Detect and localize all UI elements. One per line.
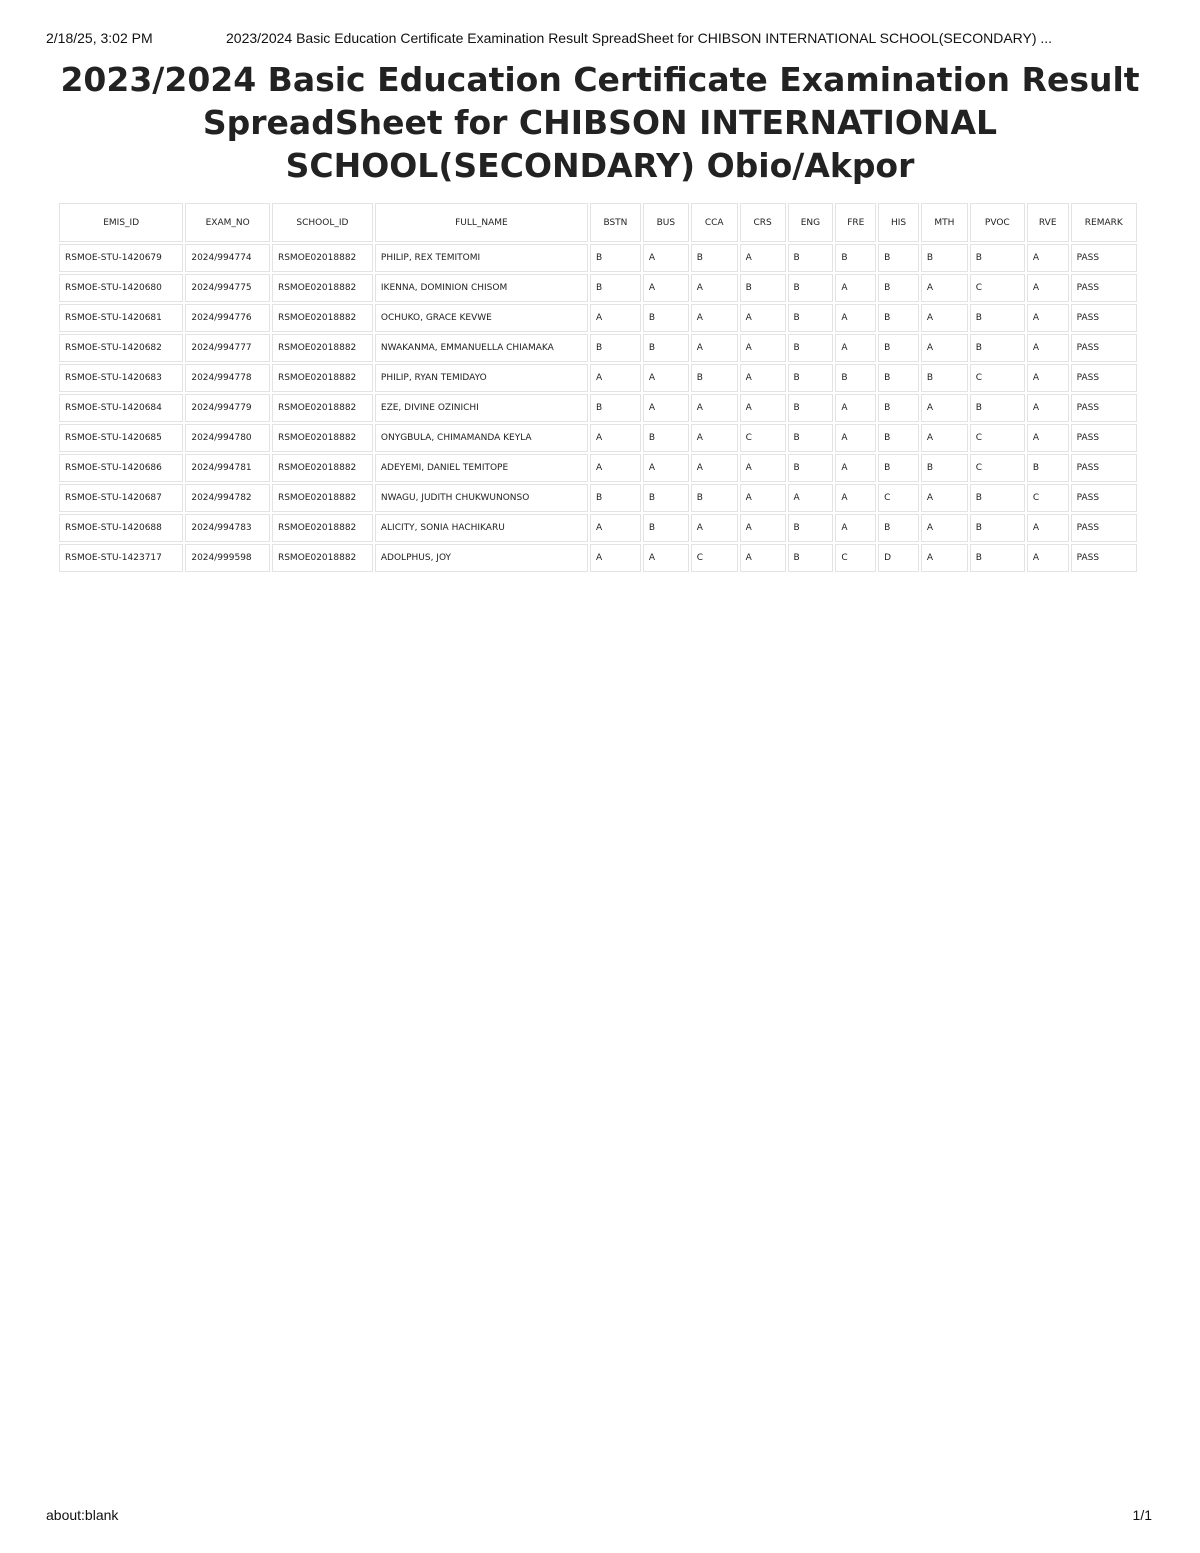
cell-bus: B	[643, 424, 689, 452]
cell-crs: A	[740, 304, 786, 332]
table-row	[59, 454, 1137, 482]
cell-his: B	[878, 274, 919, 302]
cell-remark: PASS	[1071, 544, 1137, 572]
cell-cca: A	[691, 304, 738, 332]
cell-his: B	[878, 424, 919, 452]
column-header-full-name: FULL_NAME	[375, 203, 588, 242]
cell-full-name: IKENNA, DOMINION CHISOM	[375, 274, 588, 302]
cell-exam-no: 2024/994779	[185, 394, 270, 422]
cell-fre: A	[835, 274, 876, 302]
cell-rve: A	[1027, 334, 1069, 362]
cell-exam-no: 2024/994780	[185, 424, 270, 452]
cell-eng: B	[788, 454, 834, 482]
cell-rve: A	[1027, 304, 1069, 332]
table-row	[59, 364, 1137, 392]
cell-exam-no: 2024/994782	[185, 484, 270, 512]
cell-emis-id: RSMOE-STU-1420685	[59, 424, 183, 452]
cell-pvoc: B	[970, 394, 1025, 422]
cell-crs: B	[740, 274, 786, 302]
cell-exam-no: 2024/994781	[185, 454, 270, 482]
cell-emis-id: RSMOE-STU-1420679	[59, 244, 183, 272]
cell-eng: B	[788, 394, 834, 422]
cell-cca: A	[691, 274, 738, 302]
cell-crs: C	[740, 424, 786, 452]
cell-bstn: B	[590, 274, 641, 302]
cell-fre: A	[835, 334, 876, 362]
cell-his: B	[878, 364, 919, 392]
column-header-school-id: SCHOOL_ID	[272, 203, 373, 242]
cell-fre: A	[835, 514, 876, 542]
cell-pvoc: B	[970, 484, 1025, 512]
table-row	[59, 244, 1137, 272]
cell-remark: PASS	[1071, 364, 1137, 392]
cell-bus: B	[643, 514, 689, 542]
column-header-exam-no: EXAM_NO	[185, 203, 270, 242]
cell-rve: A	[1027, 424, 1069, 452]
table-body	[59, 244, 1137, 572]
cell-bus: A	[643, 454, 689, 482]
cell-remark: PASS	[1071, 394, 1137, 422]
page-number: 1/1	[1132, 1507, 1152, 1523]
cell-fre: A	[835, 394, 876, 422]
column-header-cca: CCA	[691, 203, 738, 242]
cell-pvoc: C	[970, 454, 1025, 482]
table-header-row	[59, 203, 1137, 242]
cell-rve: A	[1027, 544, 1069, 572]
page-title-line-3: SCHOOL(SECONDARY) Obio/Akpor	[285, 146, 915, 185]
table-row	[59, 484, 1137, 512]
cell-bstn: B	[590, 484, 641, 512]
cell-emis-id: RSMOE-STU-1420688	[59, 514, 183, 542]
result-table	[57, 201, 1139, 574]
column-header-fre: FRE	[835, 203, 876, 242]
cell-eng: B	[788, 304, 834, 332]
cell-fre: B	[835, 244, 876, 272]
cell-mth: A	[921, 394, 968, 422]
cell-school-id: RSMOE02018882	[272, 484, 373, 512]
cell-cca: A	[691, 334, 738, 362]
table-row	[59, 394, 1137, 422]
cell-emis-id: RSMOE-STU-1420686	[59, 454, 183, 482]
cell-mth: A	[921, 514, 968, 542]
cell-cca: B	[691, 484, 738, 512]
print-datetime: 2/18/25, 3:02 PM	[46, 30, 153, 46]
cell-mth: A	[921, 484, 968, 512]
cell-cca: A	[691, 454, 738, 482]
cell-fre: C	[835, 544, 876, 572]
cell-rve: A	[1027, 394, 1069, 422]
cell-cca: A	[691, 394, 738, 422]
table-row	[59, 304, 1137, 332]
cell-pvoc: B	[970, 514, 1025, 542]
cell-eng: B	[788, 544, 834, 572]
column-header-mth: MTH	[921, 203, 968, 242]
cell-mth: B	[921, 454, 968, 482]
cell-emis-id: RSMOE-STU-1420681	[59, 304, 183, 332]
print-doc-title: 2023/2024 Basic Education Certificate Examination Result SpreadSheet for CHIBSON INTERNATIONAL SCHOOL(SECONDARY) ...	[226, 30, 1053, 46]
print-url: about:blank	[46, 1507, 119, 1523]
cell-eng: B	[788, 424, 834, 452]
cell-fre: B	[835, 364, 876, 392]
cell-his: B	[878, 304, 919, 332]
cell-bstn: A	[590, 514, 641, 542]
cell-school-id: RSMOE02018882	[272, 544, 373, 572]
cell-mth: A	[921, 424, 968, 452]
table-header	[59, 203, 1137, 242]
cell-exam-no: 2024/994783	[185, 514, 270, 542]
cell-bstn: A	[590, 304, 641, 332]
cell-exam-no: 2024/994778	[185, 364, 270, 392]
cell-bstn: B	[590, 334, 641, 362]
page-title-line-2: SpreadSheet for CHIBSON INTERNATIONAL	[202, 103, 998, 142]
cell-cca: C	[691, 544, 738, 572]
cell-full-name: ONYGBULA, CHIMAMANDA KEYLA	[375, 424, 588, 452]
cell-crs: A	[740, 394, 786, 422]
cell-school-id: RSMOE02018882	[272, 454, 373, 482]
cell-eng: B	[788, 364, 834, 392]
cell-bus: A	[643, 544, 689, 572]
table-row	[59, 544, 1137, 572]
cell-remark: PASS	[1071, 424, 1137, 452]
cell-exam-no: 2024/994775	[185, 274, 270, 302]
cell-school-id: RSMOE02018882	[272, 334, 373, 362]
cell-school-id: RSMOE02018882	[272, 304, 373, 332]
cell-remark: PASS	[1071, 514, 1137, 542]
cell-rve: A	[1027, 274, 1069, 302]
cell-fre: A	[835, 454, 876, 482]
cell-his: D	[878, 544, 919, 572]
cell-school-id: RSMOE02018882	[272, 514, 373, 542]
cell-emis-id: RSMOE-STU-1420680	[59, 274, 183, 302]
cell-pvoc: B	[970, 244, 1025, 272]
cell-crs: A	[740, 484, 786, 512]
cell-eng: B	[788, 274, 834, 302]
cell-eng: B	[788, 514, 834, 542]
cell-crs: A	[740, 334, 786, 362]
cell-bus: A	[643, 274, 689, 302]
cell-school-id: RSMOE02018882	[272, 244, 373, 272]
cell-school-id: RSMOE02018882	[272, 394, 373, 422]
cell-full-name: PHILIP, RYAN TEMIDAYO	[375, 364, 588, 392]
column-header-his: HIS	[878, 203, 919, 242]
page-title-line-1: 2023/2024 Basic Education Certificate Examination Result	[60, 60, 1140, 99]
cell-remark: PASS	[1071, 334, 1137, 362]
cell-bstn: B	[590, 244, 641, 272]
column-header-pvoc: PVOC	[970, 203, 1025, 242]
column-header-bus: BUS	[643, 203, 689, 242]
cell-full-name: ALICITY, SONIA HACHIKARU	[375, 514, 588, 542]
cell-remark: PASS	[1071, 274, 1137, 302]
cell-rve: B	[1027, 454, 1069, 482]
cell-fre: A	[835, 304, 876, 332]
cell-pvoc: C	[970, 274, 1025, 302]
cell-full-name: ADEYEMI, DANIEL TEMITOPE	[375, 454, 588, 482]
cell-exam-no: 2024/994776	[185, 304, 270, 332]
cell-emis-id: RSMOE-STU-1420687	[59, 484, 183, 512]
cell-mth: A	[921, 544, 968, 572]
cell-cca: A	[691, 424, 738, 452]
cell-rve: C	[1027, 484, 1069, 512]
cell-remark: PASS	[1071, 484, 1137, 512]
cell-bus: B	[643, 334, 689, 362]
cell-remark: PASS	[1071, 244, 1137, 272]
cell-bstn: A	[590, 424, 641, 452]
column-header-remark: REMARK	[1071, 203, 1137, 242]
cell-full-name: EZE, DIVINE OZINICHI	[375, 394, 588, 422]
cell-crs: A	[740, 244, 786, 272]
cell-eng: A	[788, 484, 834, 512]
cell-cca: B	[691, 244, 738, 272]
cell-crs: A	[740, 454, 786, 482]
cell-rve: A	[1027, 364, 1069, 392]
cell-exam-no: 2024/994777	[185, 334, 270, 362]
cell-pvoc: C	[970, 424, 1025, 452]
cell-full-name: ADOLPHUS, JOY	[375, 544, 588, 572]
cell-eng: B	[788, 244, 834, 272]
cell-school-id: RSMOE02018882	[272, 424, 373, 452]
column-header-rve: RVE	[1027, 203, 1069, 242]
cell-his: B	[878, 454, 919, 482]
cell-emis-id: RSMOE-STU-1420684	[59, 394, 183, 422]
cell-full-name: OCHUKO, GRACE KEVWE	[375, 304, 588, 332]
cell-pvoc: B	[970, 304, 1025, 332]
cell-fre: A	[835, 484, 876, 512]
page-title	[60, 58, 1140, 187]
table-row	[59, 274, 1137, 302]
cell-rve: A	[1027, 244, 1069, 272]
cell-mth: A	[921, 274, 968, 302]
cell-exam-no: 2024/999598	[185, 544, 270, 572]
cell-crs: A	[740, 514, 786, 542]
cell-crs: A	[740, 364, 786, 392]
cell-full-name: NWAGU, JUDITH CHUKWUNONSO	[375, 484, 588, 512]
cell-his: B	[878, 394, 919, 422]
cell-bus: A	[643, 394, 689, 422]
cell-full-name: PHILIP, REX TEMITOMI	[375, 244, 588, 272]
cell-bus: A	[643, 364, 689, 392]
cell-school-id: RSMOE02018882	[272, 274, 373, 302]
cell-crs: A	[740, 544, 786, 572]
cell-cca: A	[691, 514, 738, 542]
cell-his: B	[878, 244, 919, 272]
column-header-bstn: BSTN	[590, 203, 641, 242]
cell-pvoc: B	[970, 544, 1025, 572]
column-header-eng: ENG	[788, 203, 834, 242]
cell-bstn: B	[590, 394, 641, 422]
cell-bstn: A	[590, 454, 641, 482]
cell-eng: B	[788, 334, 834, 362]
cell-emis-id: RSMOE-STU-1420682	[59, 334, 183, 362]
cell-his: B	[878, 514, 919, 542]
cell-mth: A	[921, 334, 968, 362]
cell-fre: A	[835, 424, 876, 452]
table-row	[59, 514, 1137, 542]
cell-exam-no: 2024/994774	[185, 244, 270, 272]
cell-emis-id: RSMOE-STU-1420683	[59, 364, 183, 392]
table-row	[59, 424, 1137, 452]
cell-mth: B	[921, 244, 968, 272]
cell-school-id: RSMOE02018882	[272, 364, 373, 392]
cell-pvoc: C	[970, 364, 1025, 392]
cell-bstn: A	[590, 544, 641, 572]
cell-mth: A	[921, 304, 968, 332]
cell-mth: B	[921, 364, 968, 392]
cell-bus: B	[643, 484, 689, 512]
cell-bstn: A	[590, 364, 641, 392]
cell-his: C	[878, 484, 919, 512]
column-header-crs: CRS	[740, 203, 786, 242]
cell-remark: PASS	[1071, 304, 1137, 332]
cell-bus: B	[643, 304, 689, 332]
cell-remark: PASS	[1071, 454, 1137, 482]
cell-his: B	[878, 334, 919, 362]
table-row	[59, 334, 1137, 362]
cell-pvoc: B	[970, 334, 1025, 362]
cell-full-name: NWAKANMA, EMMANUELLA CHIAMAKA	[375, 334, 588, 362]
column-header-emis-id: EMIS_ID	[59, 203, 183, 242]
cell-emis-id: RSMOE-STU-1423717	[59, 544, 183, 572]
cell-rve: A	[1027, 514, 1069, 542]
cell-cca: B	[691, 364, 738, 392]
cell-bus: A	[643, 244, 689, 272]
